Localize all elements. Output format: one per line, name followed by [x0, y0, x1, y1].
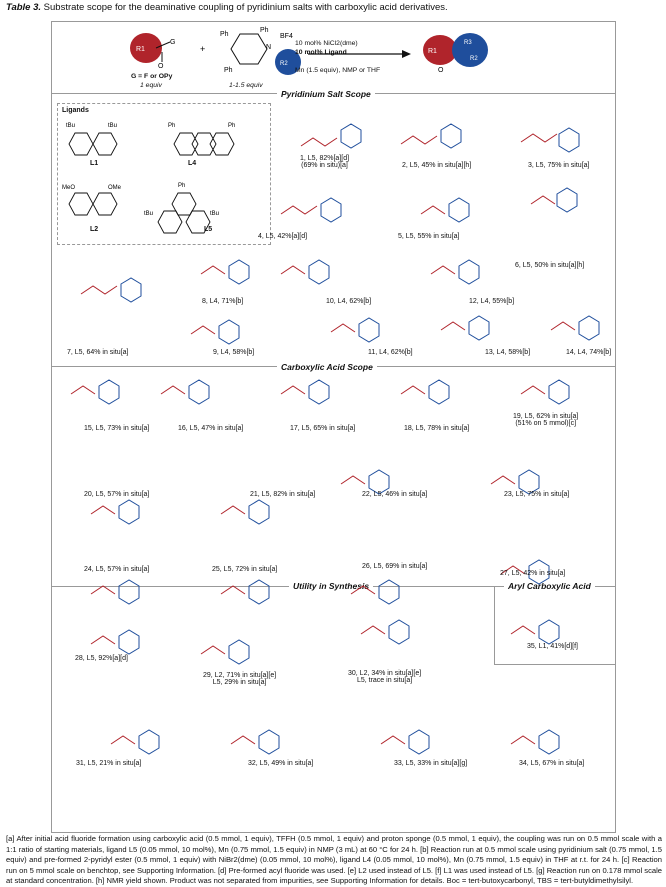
- svg-text:+: +: [200, 44, 206, 54]
- footnotes: [a] After initial acid fluoride formation using carboxylic acid (0.5 mmol, 1 equiv), TFFH (0.5 mmol, 1 equiv) and proton sponge (0.5 mmol, 1 equiv), the coupling was run on 0.5 mmol scale with a 1:1 ratio of starting materials, ligand L5 (0.05 mmol, 10 mol%), Mn (0.75 mmol, 1.5 equiv) in NMP (3 mL) at 60 °C for 24 h. [b] Reaction run at 0.5 mmol scale using pyridinium salt (0.75 mmol, 1.5 equiv) and pre-formed 2-pyridyl ester (0.5 mmol, 1 equiv) with NiBr2(dme) (0.05 mmol, 10 mol%), ligand L4 (0.05 mmol, 10 mol%), Mn (0.75 mmol, 1.5 equiv) in THF at r.t. for 24 h. [c] Reaction run on 5 mmol scale on benchtop, see Supporting Information. [d] Pre-formed acyl fluoride was used. [e] L2 used instead of L5. [f] L1 was used instead of L5. [g] Reaction run on 0.178 mmol scale at standard concentration. [h] NMR yield shown. Product was not separated from impurities, see Supporting Information for details. Boc = tert-butoxycarbonyl, TBS = tert-butyldimethylsilyl.: [6, 834, 662, 886]
- section-pyridinium: Pyridinium Salt Scope: [277, 89, 375, 99]
- entry-label: 27, L5, 42% in situ[a]: [500, 570, 566, 577]
- salt-equiv: 1-1.5 equiv: [229, 82, 263, 89]
- condition-2: 10 mol% Ligand: [295, 49, 347, 56]
- acid-label: G = F or OPy: [131, 73, 173, 80]
- svg-text:tBu: tBu: [144, 211, 154, 217]
- entry-label: 29, L2, 71% in situ[a][e] L5, 29% in situ[a]: [203, 672, 277, 686]
- section-aryl: Aryl Carboxylic Acid: [504, 581, 595, 591]
- ligand-name: L1: [90, 160, 99, 167]
- entry-label: 16, L5, 47% in situ[a]: [178, 425, 244, 432]
- entry-label: 24, L5, 57% in situ[a]: [84, 566, 150, 573]
- svg-text:R3: R3: [464, 40, 472, 46]
- entry-label: 3, L5, 75% in situ[a]: [528, 162, 590, 169]
- section-utility: Utility in Synthesis: [289, 581, 373, 591]
- entry-label: 10, L4, 62%[b]: [326, 298, 372, 305]
- ligand-name: L4: [188, 160, 197, 167]
- entry-label: 2, L5, 45% in situ[a][h]: [402, 162, 472, 169]
- entry-label: 30, L2, 34% in situ[a][e] L5, trace in situ[a]: [348, 670, 422, 684]
- svg-text:tBu: tBu: [210, 211, 220, 217]
- entry-label: 13, L4, 58%[b]: [485, 349, 531, 356]
- entry-label: 23, L5, 75% in situ[a]: [504, 491, 570, 498]
- svg-text:Ph: Ph: [260, 27, 269, 34]
- entry-label: 17, L5, 65% in situ[a]: [290, 425, 356, 432]
- svg-text:BF4: BF4: [280, 33, 293, 40]
- structure-sketches: [51, 94, 616, 834]
- svg-text:O: O: [438, 67, 444, 74]
- svg-text:OMe: OMe: [108, 185, 122, 191]
- entry-label: 31, L5, 21% in situ[a]: [76, 760, 142, 767]
- ligands-title: Ligands: [62, 107, 89, 114]
- svg-text:R1: R1: [428, 48, 437, 55]
- entry-label: 14, L4, 74%[b]: [566, 349, 612, 356]
- entry-label: 4, L5, 42%[a][d]: [258, 233, 308, 240]
- svg-text:Ph: Ph: [178, 183, 186, 189]
- entry-label: 26, L5, 69% in situ[a]: [362, 563, 428, 570]
- svg-text:O: O: [158, 63, 164, 70]
- entry-label: 1, L5, 82%[a][d] (69% in situ)[a]: [300, 155, 350, 169]
- entry-label: 12, L4, 55%[b]: [469, 298, 515, 305]
- entry-label: 21, L5, 82% in situ[a]: [250, 491, 316, 498]
- entry-label: 35, L1, 41%[d][f]: [527, 643, 578, 650]
- svg-text:Ph: Ph: [224, 67, 233, 74]
- scheme-graphic: [120, 24, 520, 94]
- svg-text:R2: R2: [470, 56, 478, 62]
- entry-label: 15, L5, 73% in situ[a]: [84, 425, 150, 432]
- entry-label: 33, L5, 33% in situ[a][g]: [394, 760, 468, 767]
- entry-label: 9, L4, 58%[b]: [213, 349, 255, 356]
- svg-text:MeO: MeO: [62, 185, 76, 191]
- condition-3: Mn (1.5 equiv), NMP or THF: [295, 67, 381, 74]
- entry-label: 19, L5, 62% in situ[a] (51% on 5 mmol)[c]: [513, 413, 579, 427]
- svg-text:tBu: tBu: [108, 123, 118, 129]
- svg-text:Ph: Ph: [228, 123, 236, 129]
- entry-label: 34, L5, 67% in situ[a]: [519, 760, 585, 767]
- entry-label: 20, L5, 57% in situ[a]: [84, 491, 150, 498]
- entry-label: 22, L5, 46% in situ[a]: [362, 491, 428, 498]
- entry-label: 18, L5, 78% in situ[a]: [404, 425, 470, 432]
- svg-text:Ph: Ph: [168, 123, 176, 129]
- entry-label: 6, L5, 50% in situ[a][h]: [515, 262, 585, 269]
- acid-equiv: 1 equiv: [140, 82, 162, 89]
- svg-text:tBu: tBu: [66, 123, 76, 129]
- ligand-name: L2: [90, 226, 99, 233]
- entry-label: 32, L5, 49% in situ[a]: [248, 760, 314, 767]
- entry-label: 5, L5, 55% in situ[a]: [398, 233, 460, 240]
- svg-text:N: N: [266, 44, 272, 51]
- entry-label: 8, L4, 71%[b]: [202, 298, 244, 305]
- entry-label: 25, L5, 72% in situ[a]: [212, 566, 278, 573]
- svg-text:R1: R1: [136, 46, 145, 53]
- svg-text:Ph: Ph: [220, 31, 229, 38]
- entry-label: 28, L5, 92%[a][d]: [75, 655, 128, 662]
- entry-label: 7, L5, 64% in situ[a]: [67, 349, 129, 356]
- svg-text:R2: R2: [280, 61, 288, 67]
- svg-text:G: G: [170, 39, 176, 46]
- condition-1: 10 mol% NiCl2(dme): [295, 40, 358, 47]
- section-carboxylic: Carboxylic Acid Scope: [277, 362, 377, 372]
- table-title: Table 3. Substrate scope for the deaminative coupling of pyridinium salts with carboxylic acid derivatives.: [6, 2, 448, 13]
- entry-label: 11, L4, 62%[b]: [368, 349, 413, 356]
- ligand-name: L5: [204, 226, 213, 233]
